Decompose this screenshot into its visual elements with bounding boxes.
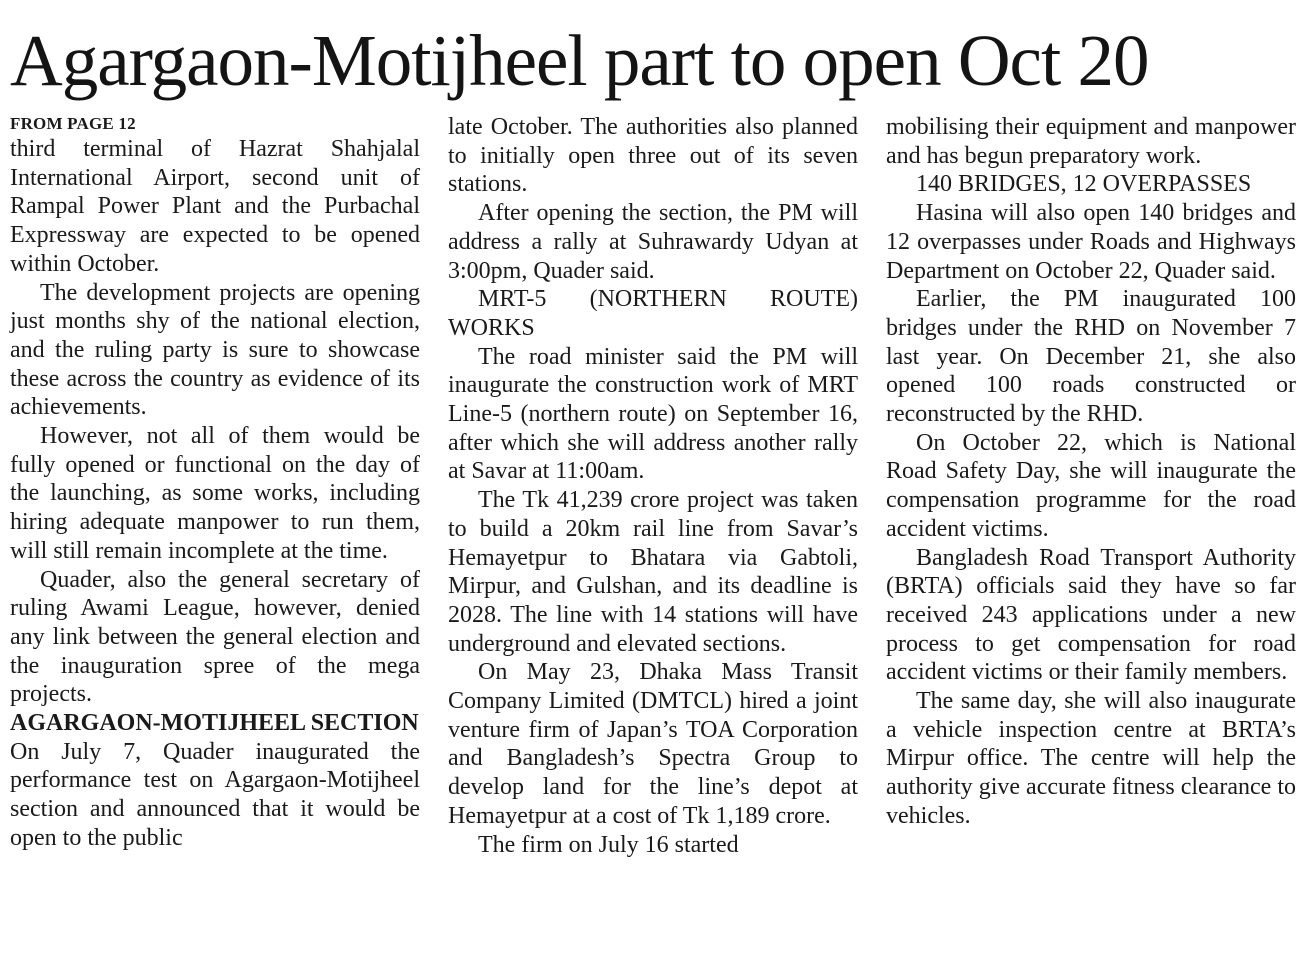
paragraph: Earlier, the PM inaugurated 100 bridges under the RHD on November 7 last year. On December 21, she also opened 100 roads constructed or reconstructed by the RHD.	[886, 286, 1296, 428]
paragraph: Hasina will also open 140 bridges and 12 overpasses under Roads and Highways Department on October 22, Quader said.	[886, 200, 1296, 284]
paragraph: After opening the section, the PM will address a rally at Suhrawardy Udyan at 3:00pm, Quader said.	[448, 200, 858, 284]
paragraph: Bangladesh Road Transport Authority (BRTA) officials said they have so far received 243 applications under a new process to get compensation for road accident victims or their family members.	[886, 544, 1296, 686]
paragraph: Quader, also the general secretary of ruling Awami League, however, denied any link between the general election and the inauguration spree of the mega projects.	[10, 566, 420, 708]
section-subhead: AGARGAON-MOTIJHEEL SECTION	[10, 710, 419, 737]
paragraph: late October. The authorities also planned to initially open three out of its seven stations.	[448, 114, 858, 198]
article-column-3	[886, 113, 1296, 831]
paragraph: However, not all of them would be fully opened or functional on the day of the launching, as some works, including hiring adequate manpower to run them, will still remain incomplete at the time.	[10, 423, 420, 564]
paragraph: The firm on July 16 started	[478, 831, 739, 858]
paragraph: On July 7, Quader inaugurated the performance test on Agargaon-Motijheel section and announced that it would be open to the public	[10, 738, 420, 851]
paragraph: On May 23, Dhaka Mass Transit Company Limited (DMTCL) hired a joint venture firm of Japan’s TOA Corporation and Bangladesh’s Spectra Group to develop land for the line’s depot at Hemayetpur at a cost of Tk 1,189 crore.	[448, 659, 858, 829]
paragraph: On October 22, which is National Road Safety Day, she will inaugurate the compensation programme for the road accident victims.	[886, 429, 1296, 542]
paragraph: The Tk 41,239 crore project was taken to build a 20km rail line from Savar’s Hemayetpur to Bhatara via Gabtoli, Mirpur, and Gulshan, and its deadline is 2028. The line with 14 stations will have underground and elevated sections.	[448, 487, 858, 657]
paragraph: The road minister said the PM will inaugurate the construction work of MRT Line-5 (northern route) on September 16, after which she will address another rally at Savar at 11:00am.	[448, 343, 858, 485]
headline: Agargaon-Motijheel part to open Oct 20	[10, 20, 1149, 101]
section-subhead: 140 BRIDGES, 12 OVERPASSES	[916, 171, 1252, 198]
paragraph: The same day, she will also inaugurate a vehicle inspection centre at BRTA’s Mirpur office. The centre will help the authority give accurate fitness clearance to vehicles.	[886, 688, 1296, 829]
paragraph: third terminal of Hazrat Shahjalal International Airport, second unit of Rampal Power Plant and the Purbachal Expressway are expected to be opened within October.	[10, 136, 420, 277]
paragraph: mobilising their equipment and manpower and has begun preparatory work.	[886, 114, 1296, 169]
article-column-2	[448, 113, 858, 859]
section-subhead: MRT-5 (NORTHERN ROUTE) WORKS	[448, 286, 858, 341]
paragraph: The development projects are opening just months shy of the national election, and the ruling party is sure to showcase these across the country as evidence of its achievements.	[10, 279, 420, 421]
continued-from-label: FROM PAGE 12	[10, 114, 136, 133]
article-column-1	[10, 113, 420, 853]
